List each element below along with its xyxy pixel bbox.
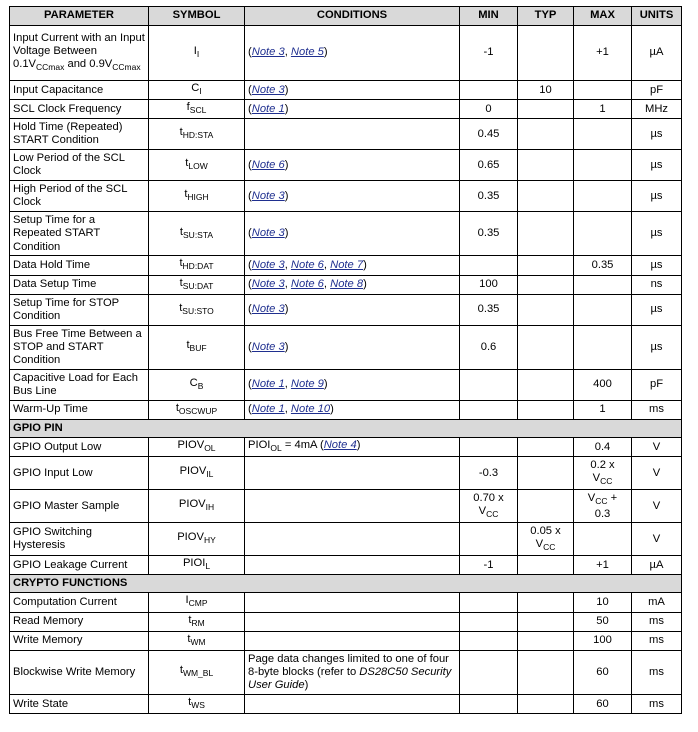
symbol-cell: $t_{BUF}$	[149, 325, 245, 369]
conditions-cell: (Note 3)	[245, 181, 460, 212]
max-cell: 1	[574, 100, 632, 119]
symbol-cell: $PIOV_{OL}$	[149, 438, 245, 457]
max-cell: +1	[574, 26, 632, 81]
note-link[interactable]: Note 6	[251, 158, 285, 171]
table-row	[10, 181, 682, 212]
param-cell: Setup Time for a Repeated START Condition	[10, 212, 149, 256]
max-cell	[574, 150, 632, 181]
min-cell: 0.45	[460, 119, 518, 150]
min-cell	[460, 593, 518, 612]
units-cell: µs	[632, 325, 682, 369]
min-cell: 0.35	[460, 212, 518, 256]
max-cell: 0.4	[574, 438, 632, 457]
units-cell: µs	[632, 294, 682, 325]
conditions-cell: (Note 3)	[245, 81, 460, 100]
conditions-cell: (Note 3)	[245, 294, 460, 325]
conditions-cell	[245, 556, 460, 575]
symbol-cell: $PIOV_{IH}$	[149, 490, 245, 523]
units-cell: V	[632, 490, 682, 523]
table-row	[10, 81, 682, 100]
param-cell: High Period of the SCL Clock	[10, 181, 149, 212]
min-cell: -1	[460, 556, 518, 575]
symbol-cell: $t_{SU:STO}$	[149, 294, 245, 325]
param-cell: Low Period of the SCL Clock	[10, 150, 149, 181]
min-cell	[460, 81, 518, 100]
min-cell	[460, 438, 518, 457]
units-cell: MHz	[632, 100, 682, 119]
units-cell: mA	[632, 593, 682, 612]
param-cell: Read Memory	[10, 612, 149, 631]
param-cell: GPIO Output Low	[10, 438, 149, 457]
conditions-cell: $PIOI_{OL} = 4mA$ (Note 4)	[245, 438, 460, 457]
conditions-cell	[245, 612, 460, 631]
units-cell: µs	[632, 181, 682, 212]
max-cell: 10	[574, 593, 632, 612]
max-cell	[574, 523, 632, 556]
param-cell: Capacitive Load for Each Bus Line	[10, 369, 149, 400]
typ-cell	[518, 100, 574, 119]
min-cell: 0.70 x $V_{CC}$	[460, 490, 518, 523]
table-row	[10, 523, 682, 556]
symbol-cell: $t_{WS}$	[149, 695, 245, 714]
table-row	[10, 631, 682, 650]
max-cell	[574, 325, 632, 369]
symbol-cell: $t_{RM}$	[149, 612, 245, 631]
typ-cell	[518, 212, 574, 256]
symbol-cell: $t_{WM\_BL}$	[149, 651, 245, 695]
units-cell: µA	[632, 26, 682, 81]
min-cell	[460, 523, 518, 556]
param-cell: Data Setup Time	[10, 275, 149, 294]
typ-cell	[518, 612, 574, 631]
conditions-cell: (Note 1)	[245, 100, 460, 119]
section-row	[10, 420, 682, 438]
max-cell: $V_{CC}$ + 0.3	[574, 490, 632, 523]
note-link[interactable]: Note 5	[290, 46, 324, 59]
param-cell: SCL Clock Frequency	[10, 100, 149, 119]
symbol-cell: $t_{HD:DAT}$	[149, 256, 245, 275]
min-cell: 0	[460, 100, 518, 119]
min-cell	[460, 400, 518, 419]
min-cell	[460, 631, 518, 650]
conditions-cell	[245, 490, 460, 523]
spec-table-container	[9, 6, 681, 714]
units-cell: V	[632, 457, 682, 490]
conditions-cell: (Note 3, Note 5)	[245, 26, 460, 81]
table-row	[10, 212, 682, 256]
units-cell: ms	[632, 631, 682, 650]
symbol-cell: $C_I$	[149, 81, 245, 100]
table-row	[10, 100, 682, 119]
typ-cell	[518, 369, 574, 400]
units-cell: V	[632, 523, 682, 556]
units-cell: µs	[632, 150, 682, 181]
table-row	[10, 490, 682, 523]
conditions-cell: (Note 6)	[245, 150, 460, 181]
table-row	[10, 256, 682, 275]
symbol-cell: $t_{WM}$	[149, 631, 245, 650]
conditions-cell: (Note 3)	[245, 325, 460, 369]
param-cell: Setup Time for STOP Condition	[10, 294, 149, 325]
param-cell: GPIO Input Low	[10, 457, 149, 490]
section-title-gpio: GPIO PIN	[10, 420, 682, 438]
note-link[interactable]: Note 3	[251, 83, 285, 96]
table-row	[10, 26, 682, 81]
max-cell: +1	[574, 556, 632, 575]
param-cell: Write State	[10, 695, 149, 714]
max-cell: 0.35	[574, 256, 632, 275]
typ-cell	[518, 400, 574, 419]
min-cell	[460, 256, 518, 275]
typ-cell	[518, 593, 574, 612]
note-link[interactable]: Note 10	[290, 403, 331, 416]
note-link[interactable]: Note 6	[290, 258, 324, 271]
typ-cell	[518, 651, 574, 695]
note-link[interactable]: Note 9	[290, 378, 324, 391]
note-link[interactable]: Note 3	[251, 227, 285, 240]
min-cell	[460, 612, 518, 631]
typ-cell: 0.05 x $V_{CC}$	[518, 523, 574, 556]
units-cell: V	[632, 438, 682, 457]
symbol-cell: $PIOV_{HY}$	[149, 523, 245, 556]
symbol-cell: $PIOV_{IL}$	[149, 457, 245, 490]
max-cell	[574, 119, 632, 150]
table-row	[10, 325, 682, 369]
symbol-cell: $I_{CMP}$	[149, 593, 245, 612]
table-row	[10, 612, 682, 631]
param-cell: Computation Current	[10, 593, 149, 612]
param-cell: Write Memory	[10, 631, 149, 650]
note-link[interactable]: Note 3	[251, 46, 285, 59]
electrical-characteristics-table	[9, 6, 682, 714]
units-cell: ns	[632, 275, 682, 294]
max-cell	[574, 294, 632, 325]
max-cell: 1	[574, 400, 632, 419]
max-cell: 60	[574, 651, 632, 695]
param-cell: Input Capacitance	[10, 81, 149, 100]
symbol-cell: $f_{SCL}$	[149, 100, 245, 119]
typ-cell	[518, 695, 574, 714]
max-cell	[574, 275, 632, 294]
conditions-cell	[245, 119, 460, 150]
symbol-cell: $t_{SU:STA}$	[149, 212, 245, 256]
header-max: MAX	[574, 7, 632, 26]
note-link[interactable]: Note 3	[251, 278, 285, 291]
table-row	[10, 457, 682, 490]
typ-cell	[518, 490, 574, 523]
max-cell: 100	[574, 631, 632, 650]
param-cell: Hold Time (Repeated) START Condition	[10, 119, 149, 150]
typ-cell	[518, 631, 574, 650]
min-cell	[460, 695, 518, 714]
min-cell	[460, 369, 518, 400]
conditions-cell: (Note 1, Note 10)	[245, 400, 460, 419]
header-symbol: SYMBOL	[149, 7, 245, 26]
note-link[interactable]: Note 3	[251, 303, 285, 316]
symbol-cell: $C_B$	[149, 369, 245, 400]
conditions-cell	[245, 695, 460, 714]
note-link[interactable]: Note 3	[251, 258, 285, 271]
conditions-cell: (Note 3)	[245, 212, 460, 256]
header-min: MIN	[460, 7, 518, 26]
max-cell	[574, 81, 632, 100]
table-row	[10, 275, 682, 294]
symbol-cell: $t_{LOW}$	[149, 150, 245, 181]
table-row	[10, 369, 682, 400]
param-cell: Blockwise Write Memory	[10, 651, 149, 695]
table-row	[10, 651, 682, 695]
table-row	[10, 119, 682, 150]
table-row	[10, 150, 682, 181]
conditions-cell: (Note 3, Note 6, Note 7)	[245, 256, 460, 275]
param-cell: Warm-Up Time	[10, 400, 149, 419]
header-typ: TYP	[518, 7, 574, 26]
typ-cell	[518, 26, 574, 81]
note-link[interactable]: Note 8	[330, 278, 364, 291]
min-cell: -1	[460, 26, 518, 81]
symbol-cell: $t_{OSCWUP}$	[149, 400, 245, 419]
symbol-cell: $t_{HIGH}$	[149, 181, 245, 212]
units-cell: µA	[632, 556, 682, 575]
symbol-cell: $t_{SU:DAT}$	[149, 275, 245, 294]
max-cell: 0.2 x $V_{CC}$	[574, 457, 632, 490]
table-row	[10, 294, 682, 325]
header-units: UNITS	[632, 7, 682, 26]
conditions-cell	[245, 593, 460, 612]
note-link[interactable]: Note 3	[251, 340, 285, 353]
min-cell	[460, 651, 518, 695]
typ-cell	[518, 256, 574, 275]
conditions-cell: (Note 1, Note 9)	[245, 369, 460, 400]
units-cell: pF	[632, 369, 682, 400]
conditions-cell	[245, 631, 460, 650]
symbol-cell: $PIOI_L$	[149, 556, 245, 575]
section-row	[10, 575, 682, 593]
min-cell: 0.65	[460, 150, 518, 181]
conditions-cell: Page data changes limited to one of four 8-byte blocks (refer to DS28C50 Security User Guide)	[245, 651, 460, 695]
typ-cell: 10	[518, 81, 574, 100]
table-row	[10, 438, 682, 457]
units-cell: ms	[632, 612, 682, 631]
conditions-cell	[245, 523, 460, 556]
table-row	[10, 556, 682, 575]
header-parameter: PARAMETER	[10, 7, 149, 26]
param-cell: GPIO Master Sample	[10, 490, 149, 523]
typ-cell	[518, 119, 574, 150]
param-cell: Bus Free Time Between a STOP and START Condition	[10, 325, 149, 369]
typ-cell	[518, 294, 574, 325]
header-row	[10, 7, 682, 26]
note-link[interactable]: Note 1	[251, 403, 285, 416]
typ-cell	[518, 325, 574, 369]
symbol-cell: $t_{HD:STA}$	[149, 119, 245, 150]
table-row	[10, 695, 682, 714]
typ-cell	[518, 275, 574, 294]
max-cell: 50	[574, 612, 632, 631]
table-row	[10, 593, 682, 612]
header-conditions: CONDITIONS	[245, 7, 460, 26]
param-cell: Input Current with an Input Voltage Between $0.1V_{CCmax}$ and $0.9V_{CCmax}$	[10, 26, 149, 81]
units-cell: ms	[632, 400, 682, 419]
min-cell: 0.6	[460, 325, 518, 369]
units-cell: pF	[632, 81, 682, 100]
typ-cell	[518, 457, 574, 490]
units-cell: µs	[632, 212, 682, 256]
table-row	[10, 400, 682, 419]
conditions-cell: (Note 3, Note 6, Note 8)	[245, 275, 460, 294]
typ-cell	[518, 150, 574, 181]
note-link[interactable]: Note 1	[251, 378, 285, 391]
max-cell	[574, 212, 632, 256]
section-title-crypto: CRYPTO FUNCTIONS	[10, 575, 682, 593]
max-cell	[574, 181, 632, 212]
min-cell: 0.35	[460, 294, 518, 325]
param-cell: GPIO Leakage Current	[10, 556, 149, 575]
units-cell: µs	[632, 256, 682, 275]
param-cell: GPIO Switching Hysteresis	[10, 523, 149, 556]
note-link[interactable]: Note 7	[330, 258, 364, 271]
typ-cell	[518, 181, 574, 212]
min-cell: -0.3	[460, 457, 518, 490]
symbol-cell: $I_I$	[149, 26, 245, 81]
typ-cell	[518, 556, 574, 575]
max-cell: 400	[574, 369, 632, 400]
note-link[interactable]: Note 1	[251, 102, 285, 115]
note-link[interactable]: Note 3	[251, 189, 285, 202]
typ-cell	[518, 438, 574, 457]
param-cell: Data Hold Time	[10, 256, 149, 275]
note-link[interactable]: Note 6	[290, 278, 324, 291]
units-cell: ms	[632, 651, 682, 695]
max-cell: 60	[574, 695, 632, 714]
note-link[interactable]: Note 4	[323, 439, 357, 452]
min-cell: 0.35	[460, 181, 518, 212]
conditions-cell	[245, 457, 460, 490]
min-cell: 100	[460, 275, 518, 294]
units-cell: µs	[632, 119, 682, 150]
units-cell: ms	[632, 695, 682, 714]
